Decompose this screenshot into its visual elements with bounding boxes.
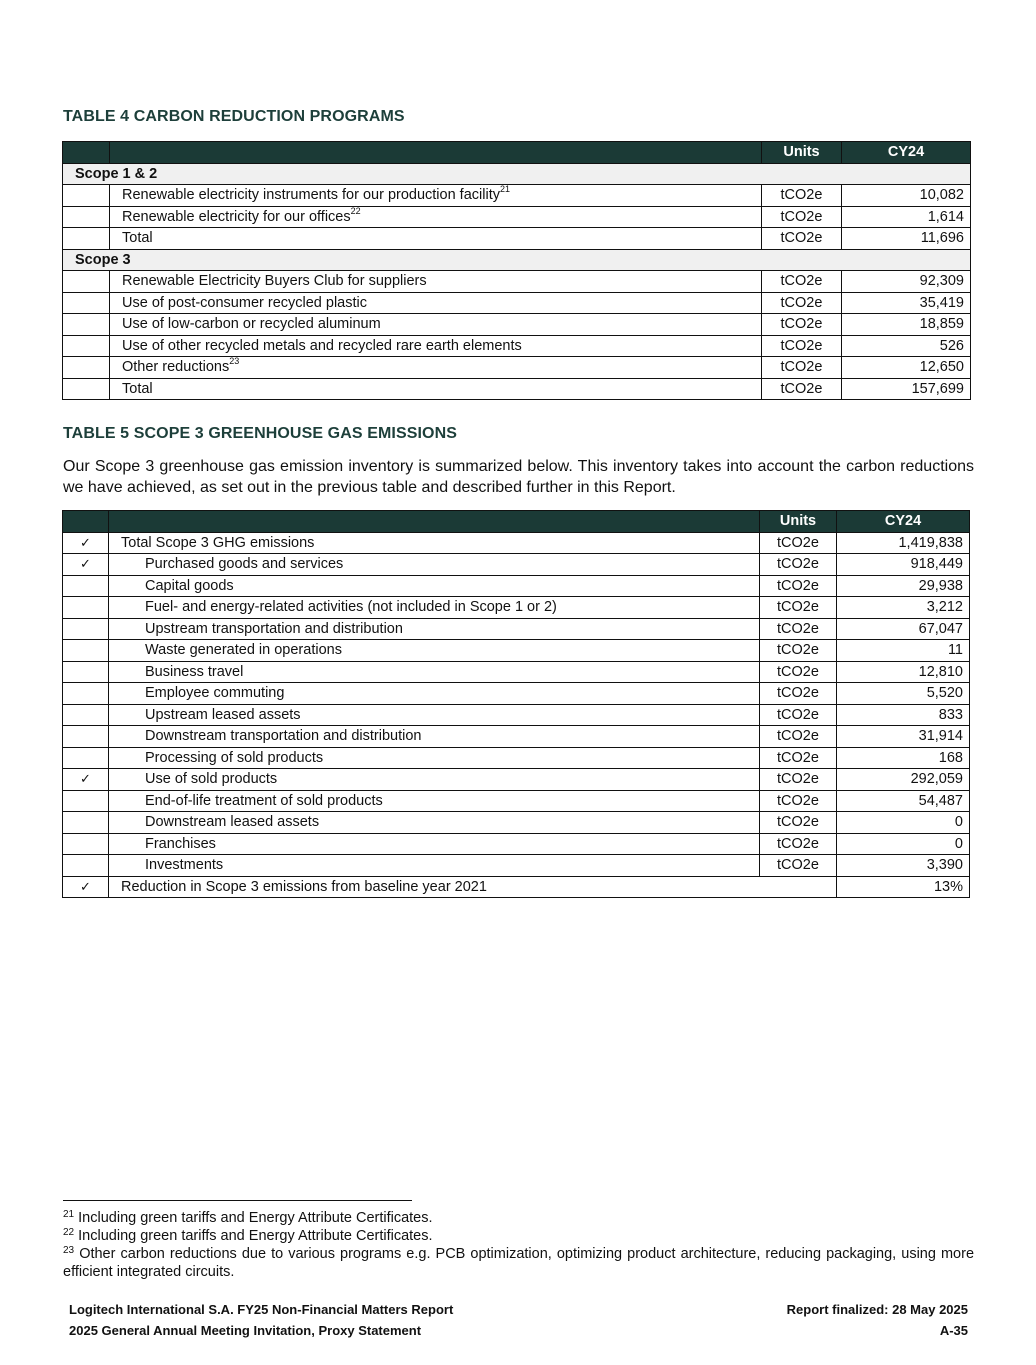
value-cell: 168 — [837, 747, 970, 769]
row-label: Downstream leased assets — [109, 812, 760, 834]
unit-cell: tCO2e — [760, 532, 837, 554]
unit-cell: tCO2e — [760, 812, 837, 834]
footer-page-number: A-35 — [939, 1323, 968, 1338]
footer-finalized-date: Report finalized: 28 May 2025 — [786, 1302, 968, 1317]
assured-check-icon — [63, 747, 109, 769]
footnote-text: Including green tariffs and Energy Attribute Certificates. — [78, 1210, 433, 1226]
units-header: Units — [762, 142, 842, 164]
row-label: Purchased goods and services — [109, 554, 760, 576]
table-row — [63, 812, 970, 834]
footnote-text: Including green tariffs and Energy Attribute Certificates. — [78, 1228, 433, 1244]
value-cell: 833 — [837, 704, 970, 726]
value-cell: 3,390 — [837, 855, 970, 877]
table-row — [63, 726, 970, 748]
value-cell: 67,047 — [837, 618, 970, 640]
footnote-ref: 22 — [350, 206, 361, 216]
unit-cell: tCO2e — [760, 704, 837, 726]
blank-cell — [63, 185, 110, 207]
table-row — [63, 747, 970, 769]
table-row — [63, 314, 971, 336]
unit-cell: tCO2e — [762, 378, 842, 400]
value-cell: 12,650 — [842, 357, 971, 379]
row-label-cell — [110, 335, 762, 357]
unit-cell: tCO2e — [760, 554, 837, 576]
blank-cell — [63, 314, 110, 336]
table-row — [63, 790, 970, 812]
value-cell: 92,309 — [842, 271, 971, 293]
blank-cell — [63, 206, 110, 228]
row-label: Renewable electricity instruments for our production facility — [122, 187, 500, 204]
units-header: Units — [760, 511, 837, 533]
assured-check-icon — [63, 790, 109, 812]
unit-cell: tCO2e — [762, 292, 842, 314]
value-cell: 11,696 — [842, 228, 971, 250]
unit-cell: tCO2e — [760, 790, 837, 812]
footnote — [63, 1245, 974, 1281]
row-label: Employee commuting — [109, 683, 760, 705]
carbon-reduction-table — [62, 141, 971, 400]
footnote-number: 22 — [63, 1227, 75, 1238]
footer-report-name: Logitech International S.A. FY25 Non-Financial Matters Report — [69, 1302, 454, 1317]
value-cell: 0 — [837, 833, 970, 855]
row-label: Other reductions — [122, 359, 230, 376]
row-label: Waste generated in operations — [109, 640, 760, 662]
footnote-ref: 21 — [499, 184, 510, 195]
section-row — [63, 249, 971, 271]
blank-cell — [63, 292, 110, 314]
row-label: Total — [122, 380, 153, 397]
value-cell: 11 — [837, 640, 970, 662]
row-label: Use of sold products — [109, 769, 760, 791]
assured-check-icon — [63, 855, 109, 877]
value-cell: 3,212 — [837, 597, 970, 619]
row-label: Upstream transportation and distribution — [109, 618, 760, 640]
value-cell: 292,059 — [837, 769, 970, 791]
footnote-ref: 23 — [229, 356, 240, 367]
unit-cell: tCO2e — [760, 683, 837, 705]
unit-cell: tCO2e — [760, 769, 837, 791]
unit-cell: tCO2e — [760, 575, 837, 597]
table4-title: TABLE 4 CARBON REDUCTION PROGRAMS — [63, 108, 405, 125]
table-row — [63, 855, 970, 877]
unit-cell: tCO2e — [762, 185, 842, 207]
value-cell: 29,938 — [837, 575, 970, 597]
table5-intro: Our Scope 3 greenhouse gas emission inventory is summarized below. This inventory takes into account the carbon reductions we have achieved, as set out in the previous table and described further in this Report. — [63, 458, 974, 496]
blank-cell — [63, 271, 110, 293]
table-row — [63, 532, 970, 554]
row-label: Business travel — [109, 661, 760, 683]
table-row — [63, 292, 971, 314]
unit-cell: tCO2e — [762, 314, 842, 336]
assured-check-icon — [63, 661, 109, 683]
row-label: Downstream transportation and distribution — [109, 726, 760, 748]
table-row — [63, 335, 971, 357]
table-row — [63, 683, 970, 705]
unit-cell: tCO2e — [760, 833, 837, 855]
footnote-number: 21 — [63, 1209, 75, 1220]
row-label-cell — [110, 378, 762, 400]
assured-check-icon — [63, 683, 109, 705]
assured-check-icon: ✓ — [63, 769, 109, 791]
unit-cell: tCO2e — [762, 228, 842, 250]
table-row — [63, 554, 970, 576]
row-label-cell — [110, 185, 762, 207]
table-row — [63, 640, 970, 662]
table-header-row — [63, 511, 970, 533]
row-label-cell — [110, 314, 762, 336]
blank-cell — [63, 228, 110, 250]
assured-check-icon — [63, 575, 109, 597]
blank-cell — [63, 378, 110, 400]
row-label: Use of low-carbon or recycled aluminum — [122, 316, 381, 333]
assured-check-icon — [63, 704, 109, 726]
unit-cell: tCO2e — [762, 357, 842, 379]
unit-cell: tCO2e — [760, 640, 837, 662]
assured-check-icon — [63, 812, 109, 834]
blank-cell — [63, 335, 110, 357]
label-header — [109, 511, 760, 533]
check-header — [63, 511, 109, 533]
row-label: Processing of sold products — [109, 747, 760, 769]
unit-cell: tCO2e — [760, 661, 837, 683]
table-row — [63, 769, 970, 791]
table-row — [63, 661, 970, 683]
value-cell: 1,419,838 — [837, 532, 970, 554]
table-row — [63, 271, 971, 293]
scope3-emissions-table — [62, 510, 970, 898]
table-row — [63, 378, 971, 400]
year-header: CY24 — [842, 142, 971, 164]
row-label-cell — [110, 228, 762, 250]
footnote — [63, 1227, 974, 1245]
section-row — [63, 163, 971, 185]
assured-check-icon — [63, 726, 109, 748]
row-label: Use of other recycled metals and recycled rare earth elements — [122, 337, 522, 354]
assured-check-icon — [63, 640, 109, 662]
row-label: Total — [122, 230, 153, 247]
table5-title: TABLE 5 SCOPE 3 GREENHOUSE GAS EMISSIONS — [63, 425, 457, 442]
unit-cell: tCO2e — [762, 335, 842, 357]
label-header — [110, 142, 762, 164]
table-row — [63, 357, 971, 379]
unit-cell: tCO2e — [760, 597, 837, 619]
table-row — [63, 185, 971, 207]
row-label: Capital goods — [109, 575, 760, 597]
unit-cell: tCO2e — [760, 618, 837, 640]
value-cell: 157,699 — [842, 378, 971, 400]
table-row — [63, 618, 970, 640]
value-cell: 12,810 — [837, 661, 970, 683]
table-header-row — [63, 142, 971, 164]
unit-cell: tCO2e — [762, 206, 842, 228]
assured-check-icon — [63, 597, 109, 619]
value-cell: 13% — [837, 876, 970, 898]
row-label: Franchises — [109, 833, 760, 855]
blank-header — [63, 142, 110, 164]
value-cell: 1,614 — [842, 206, 971, 228]
row-label-cell — [110, 271, 762, 293]
row-label: Upstream leased assets — [109, 704, 760, 726]
assured-check-icon: ✓ — [63, 532, 109, 554]
row-label: Total Scope 3 GHG emissions — [109, 532, 760, 554]
reduction-row — [63, 876, 970, 898]
row-label-cell — [110, 357, 762, 379]
footnote-text: Other carbon reductions due to various programs e.g. PCB optimization, optimizing product architecture, reducing packaging, using more efficient integrated circuits. — [63, 1246, 975, 1280]
section-label: Scope 3 — [63, 249, 971, 271]
table-row — [63, 833, 970, 855]
value-cell: 31,914 — [837, 726, 970, 748]
footer-meeting-name: 2025 General Annual Meeting Invitation, Proxy Statement — [69, 1323, 422, 1338]
blank-cell — [63, 357, 110, 379]
value-cell: 918,449 — [837, 554, 970, 576]
value-cell: 526 — [842, 335, 971, 357]
assured-check-icon: ✓ — [63, 554, 109, 576]
unit-cell: tCO2e — [760, 855, 837, 877]
table-row — [63, 206, 971, 228]
row-label: End-of-life treatment of sold products — [109, 790, 760, 812]
value-cell: 0 — [837, 812, 970, 834]
section-label: Scope 1 & 2 — [63, 163, 971, 185]
unit-cell: tCO2e — [762, 271, 842, 293]
row-label-cell — [110, 206, 762, 228]
table-row — [63, 228, 971, 250]
value-cell: 54,487 — [837, 790, 970, 812]
row-label-cell — [110, 292, 762, 314]
assured-check-icon — [63, 833, 109, 855]
footnote-divider — [63, 1200, 412, 1201]
row-label: Renewable electricity for our offices — [122, 208, 351, 225]
year-header: CY24 — [837, 511, 970, 533]
value-cell: 5,520 — [837, 683, 970, 705]
unit-cell: tCO2e — [760, 747, 837, 769]
footnote-number: 23 — [63, 1245, 75, 1256]
row-label: Fuel- and energy-related activities (not included in Scope 1 or 2) — [109, 597, 760, 619]
table-row — [63, 597, 970, 619]
row-label: Reduction in Scope 3 emissions from baseline year 2021 — [109, 876, 837, 898]
table-row — [63, 704, 970, 726]
footnote — [63, 1209, 974, 1227]
value-cell: 18,859 — [842, 314, 971, 336]
footnotes — [63, 1209, 974, 1281]
assured-check-icon: ✓ — [63, 876, 109, 898]
value-cell: 35,419 — [842, 292, 971, 314]
row-label: Investments — [109, 855, 760, 877]
unit-cell: tCO2e — [760, 726, 837, 748]
row-label: Renewable Electricity Buyers Club for suppliers — [122, 273, 427, 290]
value-cell: 10,082 — [842, 185, 971, 207]
row-label: Use of post-consumer recycled plastic — [122, 294, 367, 311]
table-row — [63, 575, 970, 597]
assured-check-icon — [63, 618, 109, 640]
